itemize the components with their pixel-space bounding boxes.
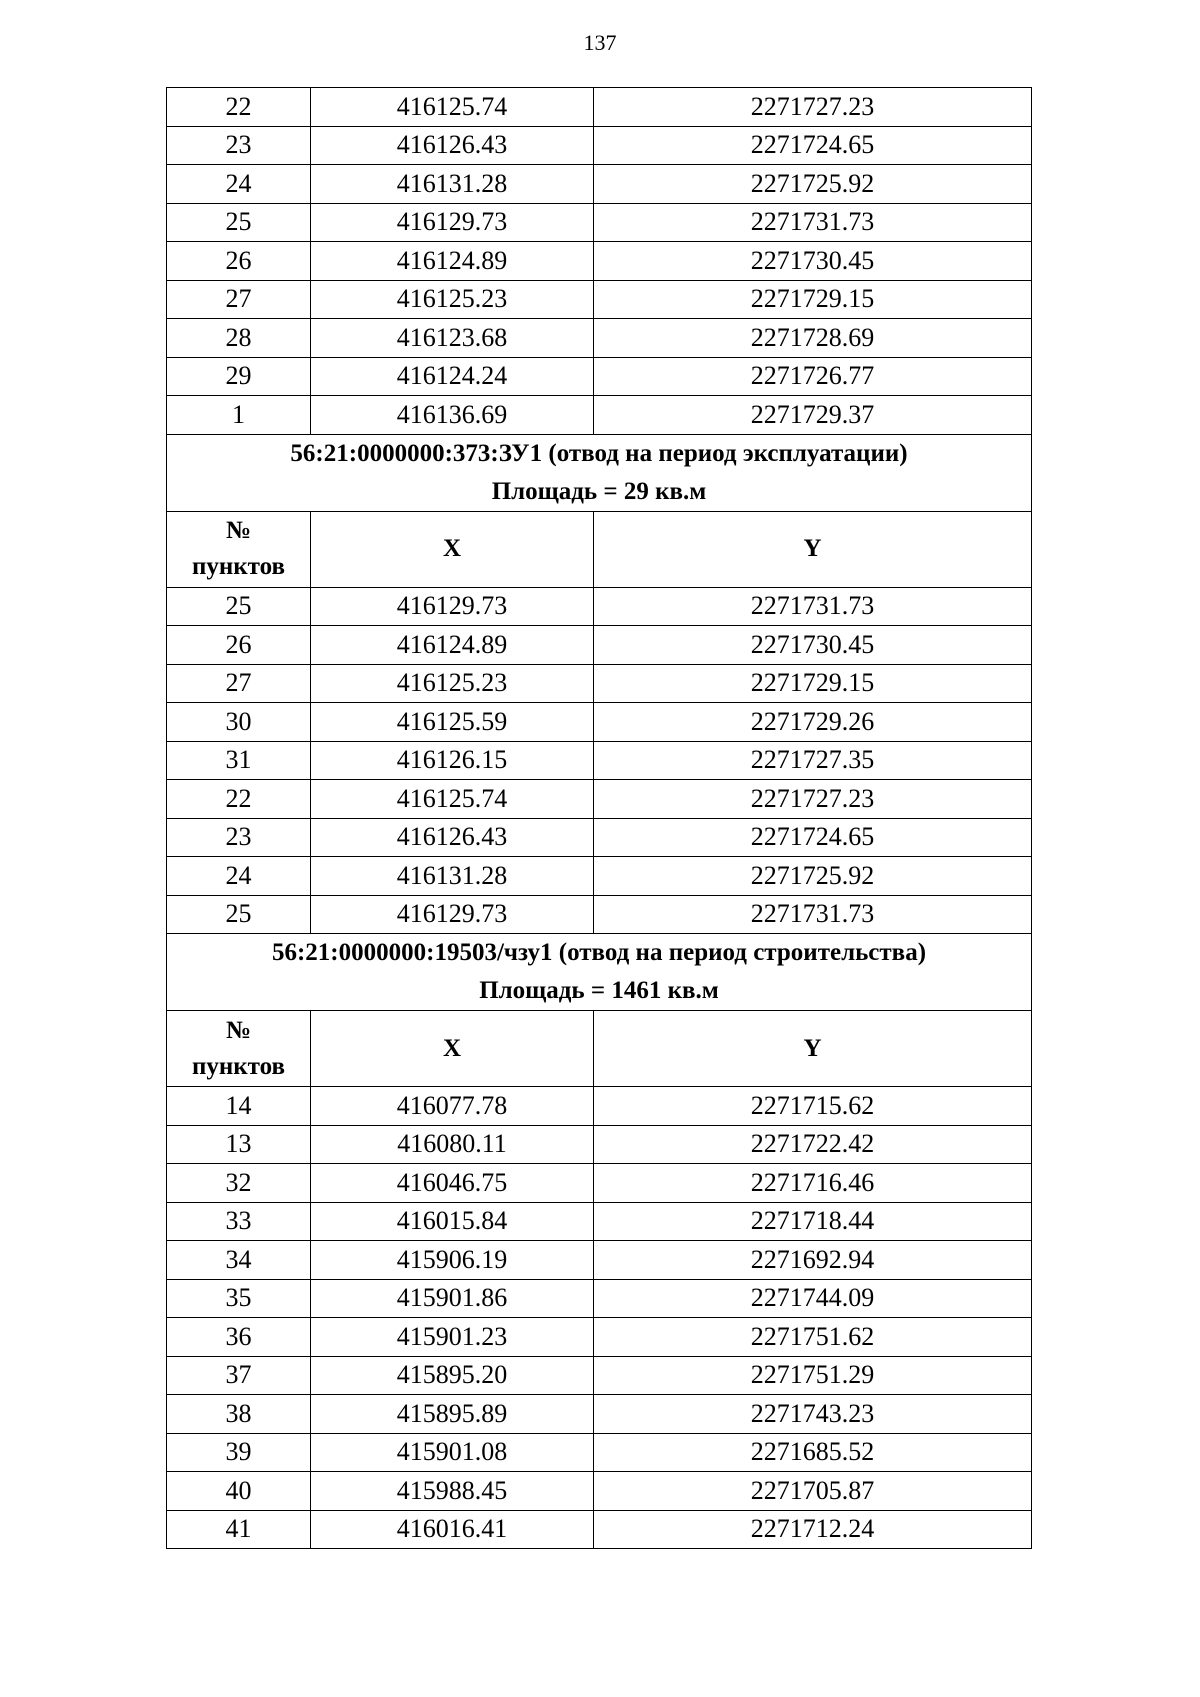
point-number-cell: 30 [167,703,311,742]
y-coordinate-cell: 2271724.65 [594,126,1032,165]
x-coordinate-cell: 416077.78 [311,1087,594,1126]
x-coordinate-cell: 416129.73 [311,895,594,934]
x-coordinate-cell: 416125.74 [311,780,594,819]
y-coordinate-cell: 2271729.37 [594,396,1032,435]
x-coordinate-cell: 416129.73 [311,203,594,242]
y-coordinate-cell: 2271724.65 [594,818,1032,857]
y-coordinate-cell: 2271716.46 [594,1164,1032,1203]
table-row [167,895,1032,934]
x-coordinate-cell: 415988.45 [311,1472,594,1511]
y-column-header: Y [594,1011,1032,1087]
table-row [167,818,1032,857]
x-coordinate-cell: 415901.23 [311,1318,594,1357]
number-sign: № [225,517,252,544]
point-number-cell: 26 [167,626,311,665]
point-number-cell: 13 [167,1125,311,1164]
x-coordinate-cell: 416124.89 [311,242,594,281]
point-number-cell: 1 [167,396,311,435]
section-area: Площадь = 29 кв.м [491,477,707,505]
point-number-cell: 34 [167,1241,311,1280]
column-header-row [167,1011,1032,1087]
section-title-cell [167,934,1032,1011]
table-row [167,280,1032,319]
y-coordinate-cell: 2271730.45 [594,626,1032,665]
x-coordinate-cell: 416131.28 [311,857,594,896]
x-coordinate-cell: 416124.24 [311,357,594,396]
page-number: 137 [583,30,617,55]
point-number-cell: 28 [167,319,311,358]
y-coordinate-cell: 2271731.73 [594,587,1032,626]
x-column-header: X [311,1011,594,1087]
x-coordinate-cell: 416016.41 [311,1510,594,1549]
point-number-cell: 27 [167,280,311,319]
column-header-row [167,511,1032,587]
table-row [167,1125,1032,1164]
point-number-cell: 23 [167,126,311,165]
x-coordinate-cell: 416123.68 [311,319,594,358]
x-coordinate-cell: 416131.28 [311,165,594,204]
x-coordinate-cell: 416125.23 [311,664,594,703]
y-column-header: Y [594,511,1032,587]
table-row [167,587,1032,626]
x-coordinate-cell: 416124.89 [311,626,594,665]
point-number-cell: 27 [167,664,311,703]
x-coordinate-cell: 416125.74 [311,88,594,127]
point-number-cell: 14 [167,1087,311,1126]
table-row [167,126,1032,165]
table-row [167,857,1032,896]
x-coordinate-cell: 416126.43 [311,126,594,165]
section-title-row [167,434,1032,511]
x-coordinate-cell: 416080.11 [311,1125,594,1164]
table-row [167,203,1032,242]
table-row [167,357,1032,396]
point-number-cell: 33 [167,1202,311,1241]
x-coordinate-cell: 416126.43 [311,818,594,857]
point-number-cell: 41 [167,1510,311,1549]
y-coordinate-cell: 2271718.44 [594,1202,1032,1241]
table-row [167,1433,1032,1472]
y-coordinate-cell: 2271751.62 [594,1318,1032,1357]
point-number-cell: 40 [167,1472,311,1511]
y-coordinate-cell: 2271727.23 [594,780,1032,819]
point-number-cell: 31 [167,741,311,780]
point-number-cell: 25 [167,895,311,934]
y-coordinate-cell: 2271727.23 [594,88,1032,127]
y-coordinate-cell: 2271715.62 [594,1087,1032,1126]
table-row [167,1202,1032,1241]
point-number-cell: 24 [167,857,311,896]
y-coordinate-cell: 2271729.15 [594,664,1032,703]
y-coordinate-cell: 2271726.77 [594,357,1032,396]
point-number-cell: 25 [167,587,311,626]
section-area: Площадь = 1461 кв.м [479,977,719,1004]
y-coordinate-cell: 2271729.15 [594,280,1032,319]
number-sign: № [225,1016,252,1044]
point-number-cell: 25 [167,203,311,242]
x-coordinate-cell: 415901.86 [311,1279,594,1318]
x-coordinate-cell: 416125.23 [311,280,594,319]
y-coordinate-cell: 2271722.42 [594,1125,1032,1164]
x-coordinate-cell: 415906.19 [311,1241,594,1280]
point-number-header [167,1011,311,1087]
points-label: пунктов [191,1052,286,1080]
point-number-header [167,511,311,587]
y-coordinate-cell: 2271685.52 [594,1433,1032,1472]
table-row [167,780,1032,819]
point-number-cell: 26 [167,242,311,281]
point-number-cell: 23 [167,818,311,857]
y-coordinate-cell: 2271744.09 [594,1279,1032,1318]
y-coordinate-cell: 2271728.69 [594,319,1032,358]
table-row [167,396,1032,435]
coordinates-table [166,87,1032,1549]
table-row [167,1318,1032,1357]
table-row [167,741,1032,780]
x-column-header: X [311,511,594,587]
point-number-cell: 29 [167,357,311,396]
y-coordinate-cell: 2271743.23 [594,1395,1032,1434]
y-coordinate-cell: 2271731.73 [594,895,1032,934]
y-coordinate-cell: 2271692.94 [594,1241,1032,1280]
y-coordinate-cell: 2271727.35 [594,741,1032,780]
x-coordinate-cell: 415895.20 [311,1356,594,1395]
y-coordinate-cell: 2271725.92 [594,165,1032,204]
x-coordinate-cell: 416046.75 [311,1164,594,1203]
section-title: 56:21:0000000:373:ЗУ1 (отвод на период эксплуатации) [290,439,908,467]
section-title: 56:21:0000000:19503/чзу1 (отвод на период строительства) [271,939,927,966]
table-row [167,1241,1032,1280]
points-label: пунктов [191,553,286,580]
x-coordinate-cell: 416015.84 [311,1202,594,1241]
section-title-row [167,934,1032,1011]
point-number-cell: 24 [167,165,311,204]
table-row [167,1472,1032,1511]
table-row [167,165,1032,204]
x-coordinate-cell: 416126.15 [311,741,594,780]
table-row [167,1164,1032,1203]
table-row [167,1395,1032,1434]
table-row [167,1279,1032,1318]
x-coordinate-cell: 416136.69 [311,396,594,435]
y-coordinate-cell: 2271725.92 [594,857,1032,896]
table-row [167,1356,1032,1395]
table-row [167,703,1032,742]
y-coordinate-cell: 2271731.73 [594,203,1032,242]
point-number-cell: 39 [167,1433,311,1472]
table-row [167,1087,1032,1126]
table-row [167,664,1032,703]
section-title-cell [167,434,1032,511]
table-row [167,319,1032,358]
y-coordinate-cell: 2271751.29 [594,1356,1032,1395]
x-coordinate-cell: 416125.59 [311,703,594,742]
point-number-cell: 32 [167,1164,311,1203]
point-number-cell: 36 [167,1318,311,1357]
point-number-cell: 22 [167,88,311,127]
point-number-cell: 35 [167,1279,311,1318]
y-coordinate-cell: 2271705.87 [594,1472,1032,1511]
point-number-cell: 37 [167,1356,311,1395]
x-coordinate-cell: 415895.89 [311,1395,594,1434]
x-coordinate-cell: 415901.08 [311,1433,594,1472]
table-row [167,1510,1032,1549]
y-coordinate-cell: 2271729.26 [594,703,1032,742]
point-number-cell: 22 [167,780,311,819]
y-coordinate-cell: 2271712.24 [594,1510,1032,1549]
table-row [167,242,1032,281]
table-row [167,88,1032,127]
table-row [167,626,1032,665]
x-coordinate-cell: 416129.73 [311,587,594,626]
point-number-cell: 38 [167,1395,311,1434]
coordinates-table-body [167,88,1032,1549]
y-coordinate-cell: 2271730.45 [594,242,1032,281]
